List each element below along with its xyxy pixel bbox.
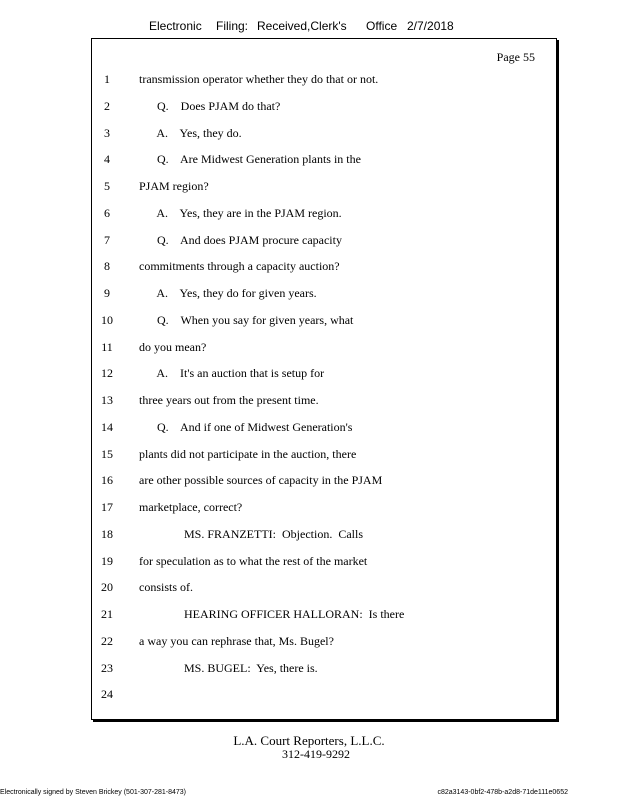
line-text: HEARING OFFICER HALLORAN: Is there (139, 607, 405, 621)
transcript-line (92, 259, 556, 279)
line-text: transmission operator whether they do that or not. (139, 72, 379, 86)
line-number: 14 (101, 419, 113, 434)
line-text: three years out from the present time. (139, 393, 319, 407)
line-text: Q. And if one of Midwest Generation's (139, 419, 353, 434)
transcript-page (91, 38, 557, 720)
transcript-line (92, 687, 556, 707)
line-text: are other possible sources of capacity in the PJAM (139, 473, 383, 488)
line-number: 1 (104, 72, 110, 86)
line-number: 3 (104, 125, 110, 140)
transcript-line (92, 607, 556, 627)
transcript-line (92, 99, 556, 119)
electronic-signature: Electronically signed by Steven Brickey (501-307-281-8473) (0, 789, 186, 796)
header-word-filing: Filing: (216, 19, 249, 33)
line-number: 16 (101, 473, 113, 488)
line-number: 22 (101, 633, 113, 648)
transcript-line (92, 420, 556, 440)
header-word-electronic: Electronic (149, 19, 202, 33)
transcript-line (92, 500, 556, 520)
line-text: plants did not participate in the auction, there (139, 446, 357, 461)
line-text: commitments through a capacity auction? (139, 259, 340, 274)
line-number: 5 (104, 179, 110, 193)
line-text: Q. When you say for given years, what (139, 312, 354, 327)
line-text: A. Yes, they do for given years. (139, 286, 317, 300)
line-number: 19 (101, 553, 113, 568)
transcript-line (92, 554, 556, 574)
transcript-line (92, 179, 556, 199)
line-number: 20 (101, 580, 113, 595)
line-text: marketplace, correct? (139, 500, 243, 514)
line-number: 8 (104, 259, 110, 274)
transcript-line (92, 72, 556, 92)
transcript-line (92, 233, 556, 253)
reporter-company: L.A. Court Reporters, L.L.C. (233, 733, 385, 748)
line-text: consists of. (139, 580, 193, 595)
line-number: 24 (101, 687, 113, 702)
transcript-line (92, 340, 556, 360)
transcript-line (92, 527, 556, 547)
transcript-line (92, 580, 556, 600)
document-id: c82a3143-0bf2-478b-a2d8-71de111e0652 (437, 789, 568, 796)
header-word-office: Office (366, 19, 398, 33)
line-number: 4 (104, 152, 110, 167)
line-number: 9 (104, 286, 110, 300)
header-word-received: Received,Clerk's (257, 19, 347, 33)
line-number: 18 (101, 526, 113, 541)
transcript-line (92, 634, 556, 654)
line-number: 23 (101, 660, 113, 675)
line-text: Q. Are Midwest Generation plants in the (139, 152, 361, 167)
transcript-line (92, 473, 556, 493)
transcript-line (92, 152, 556, 172)
line-number: 10 (101, 312, 113, 327)
line-text: MS. FRANZETTI: Objection. Calls (139, 526, 363, 541)
line-number: 2 (104, 98, 110, 113)
line-number: 11 (101, 339, 113, 354)
header-date: 2/7/2018 (407, 19, 454, 33)
line-text: for speculation as to what the rest of the market (139, 553, 368, 568)
line-text: A. Yes, they are in the PJAM region. (139, 205, 342, 220)
line-text: MS. BUGEL: Yes, there is. (139, 660, 318, 675)
transcript-line (92, 661, 556, 681)
transcript-line (92, 126, 556, 146)
line-text: Q. Does PJAM do that? (139, 98, 281, 113)
line-number: 15 (101, 446, 113, 461)
transcript-line (92, 286, 556, 306)
line-text: do you mean? (139, 339, 207, 354)
line-text: A. It's an auction that is setup for (139, 366, 325, 381)
page-number: Page 55 (496, 50, 535, 64)
line-text: Q. And does PJAM procure capacity (139, 232, 342, 247)
transcript-line (92, 366, 556, 386)
transcript-line (92, 313, 556, 333)
line-text: a way you can rephrase that, Ms. Bugel? (139, 633, 334, 648)
line-text: A. Yes, they do. (139, 125, 242, 140)
line-number: 7 (104, 232, 110, 247)
line-number: 21 (101, 607, 113, 621)
line-number: 13 (101, 393, 113, 407)
transcript-line (92, 206, 556, 226)
filing-stamp-header (0, 19, 618, 37)
line-text: PJAM region? (139, 179, 209, 193)
reporter-phone: 312-419-9292 (282, 747, 350, 761)
transcript-line (92, 447, 556, 467)
line-number: 17 (101, 500, 113, 514)
line-number: 6 (104, 205, 110, 220)
transcript-line (92, 393, 556, 413)
line-number: 12 (101, 366, 113, 381)
